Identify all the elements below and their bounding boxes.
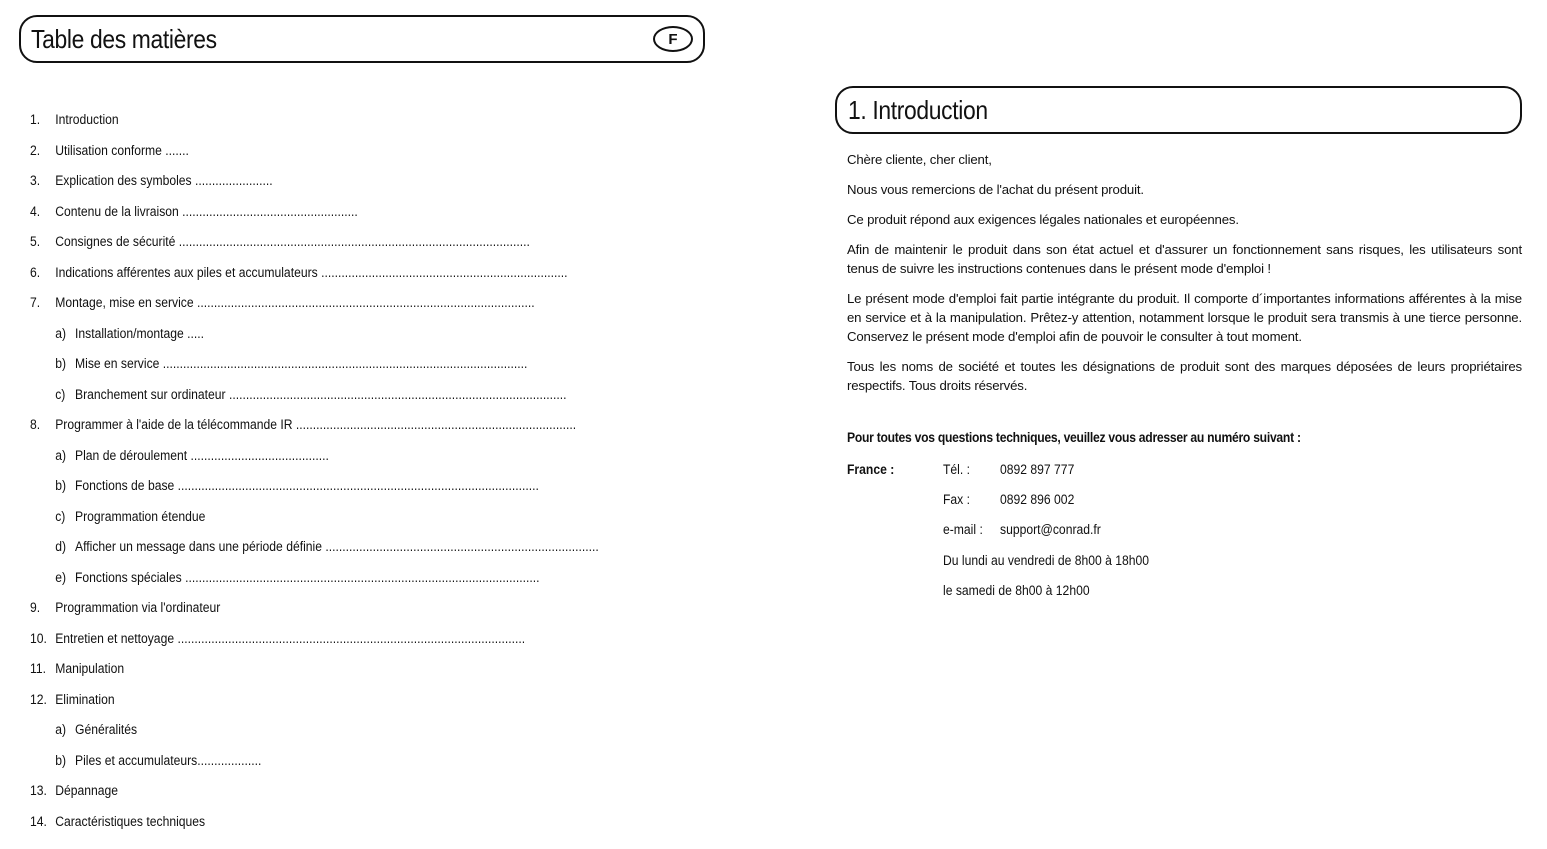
toc-item[interactable] [30, 813, 606, 844]
toc-item-label: Mise en service ............................................................................................................ [75, 356, 528, 371]
paragraph: Chère cliente, cher client, [847, 152, 992, 167]
country-label: France : [847, 462, 895, 477]
table-of-contents [30, 111, 670, 843]
contact-label: e-mail : [943, 522, 983, 537]
toc-item[interactable] [30, 782, 606, 813]
toc-item[interactable] [30, 172, 606, 203]
section-header [835, 86, 1522, 134]
paragraph: Tous les noms de société et toutes les désignations de produit sont des marques déposées de leurs propriétaires respectifs. Tous droits réservés. [847, 359, 1522, 393]
toc-item-label: Caractéristiques techniques [55, 813, 206, 829]
toc-item-label: Généralités [75, 722, 138, 737]
toc-subitem[interactable] [30, 477, 606, 508]
toc-item[interactable] [30, 294, 606, 325]
toc-item-number: a) [55, 325, 67, 341]
toc-item-label: Programmation étendue [75, 508, 206, 524]
toc-item-label: Dépannage [55, 783, 119, 798]
contact-label: Tél. : [943, 462, 971, 477]
toc-item-number: 11. [30, 661, 46, 676]
toc-item[interactable] [30, 142, 606, 173]
opening-hours: Du lundi au vendredi de 8h00 à 18h00 [943, 553, 1150, 568]
toc-item-label: Utilisation conforme ....... [55, 142, 189, 158]
toc-item-number: b) [55, 752, 67, 768]
contact-label: Fax : [943, 492, 971, 507]
paragraph: Nous vous remercions de l'achat du présent produit. [847, 182, 1144, 197]
toc-item-label: Consignes de sécurité ........................................................................................................ [55, 234, 530, 249]
toc-item-number: 13. [30, 783, 47, 798]
toc-item-label: Contenu de la livraison .................................................... [55, 203, 358, 219]
toc-item-label: Indications afférentes aux piles et accumulateurs ......................................................................... [55, 264, 568, 280]
toc-item-number: 4. [30, 203, 41, 219]
phone-number: 0892 897 777 [1000, 462, 1075, 477]
toc-item[interactable] [30, 203, 606, 234]
toc-subitem[interactable] [30, 721, 606, 752]
toc-item-label: Installation/montage ..... [75, 325, 205, 341]
toc-item[interactable] [30, 264, 606, 295]
paragraph: Le présent mode d'emploi fait partie intégrante du produit. Il comporte d´importantes informations afférentes à la mise en service et à la manipulation. Prêtez-y attention, notamment lorsque le produit sera transmis à une tierce personne. Conservez le présent mode d'emploi afin de pouvoir le consulter à tout moment. [847, 291, 1522, 344]
toc-subitem[interactable] [30, 386, 606, 417]
toc-item-number: b) [55, 356, 67, 371]
toc-item-label: Montage, mise en service .................................................................................................... [55, 295, 535, 310]
toc-item-label: Elimination [55, 691, 115, 707]
toc-title: Table des matières [31, 24, 217, 54]
toc-header [19, 15, 705, 63]
toc-item[interactable] [30, 630, 606, 661]
toc-item-number: 6. [30, 264, 41, 280]
toc-subitem[interactable] [30, 538, 606, 569]
paragraph: Afin de maintenir le produit dans son état actuel et d'assurer un fonctionnement sans risques, les utilisateurs sont tenus de suivre les instructions contenues dans le présent mode d'emploi ! [847, 242, 1522, 276]
toc-subitem[interactable] [30, 752, 606, 783]
toc-item-number: 5. [30, 234, 41, 249]
toc-item[interactable] [30, 416, 606, 447]
toc-item-number: a) [55, 447, 67, 463]
paragraph: Ce produit répond aux exigences légales nationales et européennes. [847, 212, 1239, 227]
section-title: 1. Introduction [848, 95, 988, 125]
toc-item-number: a) [55, 722, 67, 737]
toc-subitem[interactable] [30, 325, 606, 356]
language-badge: F [653, 26, 693, 52]
toc-item-number: 3. [30, 173, 41, 188]
toc-item-label: Fonctions spéciales ......................................................................................................... [75, 569, 540, 585]
toc-subitem[interactable] [30, 569, 606, 600]
toc-item-label: Fonctions de base ........................................................................................................... [75, 478, 539, 493]
toc-item[interactable] [30, 233, 606, 264]
toc-item-number: e) [55, 569, 67, 585]
toc-item-number: 10. [30, 630, 47, 646]
toc-subitem[interactable] [30, 355, 606, 386]
toc-item-number: 2. [30, 142, 41, 158]
toc-item-number: 12. [30, 691, 47, 707]
support-heading: Pour toutes vos questions techniques, veuillez vous adresser au numéro suivant : [847, 430, 1301, 445]
toc-item-label: Manipulation [55, 661, 125, 676]
toc-item-number: 8. [30, 417, 41, 432]
toc-subitem[interactable] [30, 447, 606, 478]
toc-item-number: c) [55, 508, 66, 524]
toc-item-label: Afficher un message dans une période définie ................................................................................. [75, 539, 599, 554]
toc-item[interactable] [30, 111, 606, 142]
toc-item[interactable] [30, 599, 606, 630]
toc-item[interactable] [30, 691, 606, 722]
toc-item-number: b) [55, 478, 67, 493]
toc-subitem[interactable] [30, 508, 606, 539]
fax-number: 0892 896 002 [1000, 492, 1075, 507]
email-link[interactable]: support@conrad.fr [1000, 522, 1101, 537]
toc-item-number: 9. [30, 600, 41, 615]
toc-item-label: Branchement sur ordinateur .................................................................................................... [75, 386, 567, 402]
toc-item-label: Piles et accumulateurs................... [75, 752, 262, 768]
toc-item-label: Plan de déroulement ......................................... [75, 447, 329, 463]
toc-item-label: Programmer à l'aide de la télécommande IR ................................................................................... [55, 417, 577, 432]
toc-item[interactable] [30, 660, 606, 691]
toc-item-label: Introduction [55, 112, 119, 127]
toc-item-label: Entretien et nettoyage ....................................................................................................... [55, 630, 526, 646]
toc-item-number: c) [55, 386, 66, 402]
opening-hours: le samedi de 8h00 à 12h00 [943, 583, 1090, 598]
toc-item-number: 14. [30, 813, 47, 829]
toc-item-number: 1. [30, 112, 41, 127]
toc-item-label: Explication des symboles ....................... [55, 173, 273, 188]
introduction-body [847, 150, 1522, 406]
toc-item-label: Programmation via l'ordinateur [55, 600, 221, 615]
toc-item-number: d) [55, 539, 67, 554]
toc-item-number: 7. [30, 295, 41, 310]
